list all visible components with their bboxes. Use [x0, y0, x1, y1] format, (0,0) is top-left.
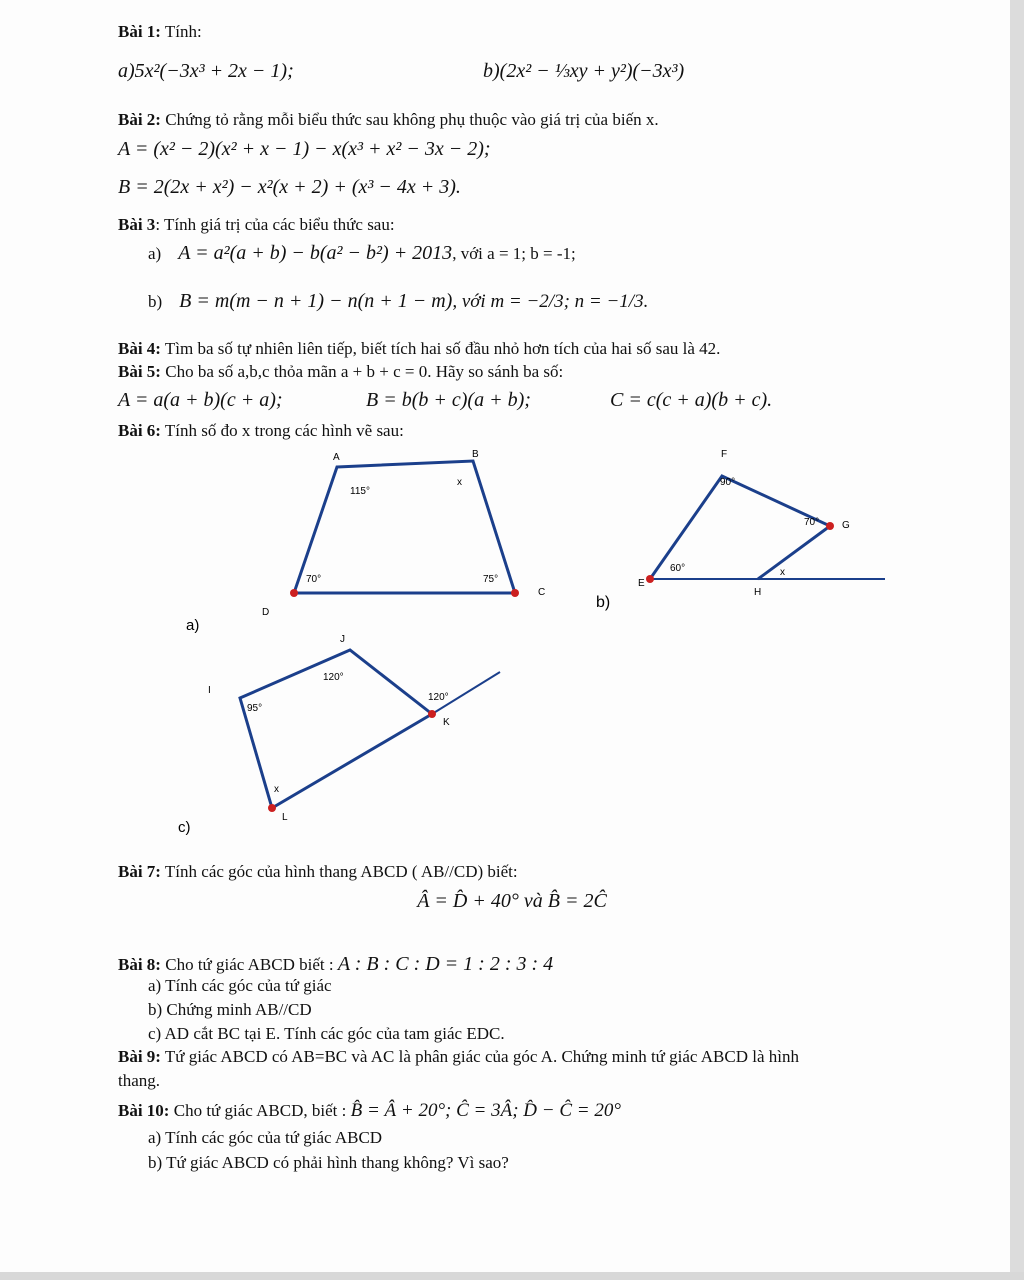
b1-part-b: b)(2x² − ⅓xy + y²)(−3x³) — [483, 60, 685, 82]
angle-e: 60° — [670, 563, 686, 574]
quad-abcd — [294, 461, 515, 593]
label-b: B — [472, 449, 479, 460]
label-f: F — [721, 449, 728, 460]
figure-a — [170, 445, 570, 640]
b4-line — [118, 339, 720, 359]
angle-k: 120° — [428, 692, 449, 703]
b10-formula: B̂ = Â + 20°; Ĉ = 3Â; D̂ − Ĉ = 20° — [350, 1100, 621, 1121]
b7-formula: Â = D̂ + 40° và B̂ = 2Ĉ — [417, 890, 607, 912]
b5-expr-c: C = c(c + a)(b + c). — [610, 389, 773, 411]
b3-heading — [118, 215, 395, 235]
label-c: C — [538, 587, 546, 598]
b3-title: Bài 3 — [118, 215, 156, 234]
b1-text: Tính: — [160, 22, 202, 41]
b3-a-expr: A = a²(a + b) − b(a² − b²) + 2013 — [178, 242, 453, 264]
angle-j: 120° — [323, 672, 344, 683]
angle-l: x — [274, 784, 279, 795]
b8-item-c: c) AD cắt BC tại E. Tính các góc của tam giác EDC. — [148, 1024, 505, 1043]
label-h: H — [754, 587, 762, 598]
point-c — [511, 589, 519, 597]
b3-a-cond: , với a = 1; b = -1; — [452, 244, 576, 263]
point-g — [826, 522, 834, 530]
point-d — [290, 589, 298, 597]
b8-item-a: a) Tính các góc của tứ giác — [148, 976, 332, 995]
angle-d: 70° — [306, 574, 322, 585]
b4-title: Bài 4: — [118, 339, 161, 358]
b8-ratio: A : B : C : D = 1 : 2 : 3 : 4 — [337, 953, 554, 975]
b3-part-a — [148, 242, 576, 265]
label-e: E — [638, 578, 645, 589]
b1-part-a: a)5x²(−3x³ + 2x − 1); — [118, 60, 294, 82]
fig-c-label: c) — [178, 819, 191, 836]
page-edge-right — [1010, 0, 1024, 1280]
b3-part-b — [148, 290, 648, 313]
b5-title: Bài 5: — [118, 362, 161, 381]
b10-title: Bài 10: — [118, 1101, 170, 1120]
b10-text: Cho tứ giác ABCD, biết : — [169, 1101, 351, 1120]
angle-i: 95° — [247, 703, 263, 714]
angle-g: 70° — [804, 517, 820, 528]
figure-b — [590, 445, 900, 615]
b2-text: Chứng tỏ rằng mỗi biểu thức sau không phụ thuộc vào giá trị của biến x. — [160, 110, 659, 129]
point-k — [428, 710, 436, 718]
b7-title: Bài 7: — [118, 862, 161, 881]
b2-heading — [118, 110, 659, 130]
b9-title: Bài 9: — [118, 1047, 161, 1066]
b4-text: Tìm ba số tự nhiên liên tiếp, biết tích hai số đầu nhỏ hơn tích của hai số sau là 42. — [160, 339, 721, 358]
b1-heading — [118, 22, 202, 42]
b2-expr-a: A = (x² − 2)(x² + x − 1) − x(x³ + x² − 3x − 2); — [118, 138, 491, 160]
b3-b-expr: B = m(m − n + 1) − n(n + 1 − m) — [179, 290, 453, 312]
b7-heading — [118, 862, 518, 882]
b8-title: Bài 8: — [118, 955, 161, 974]
b9-line-2: thang. — [118, 1071, 161, 1090]
label-a: A — [333, 452, 340, 463]
point-e — [646, 575, 654, 583]
label-d: D — [262, 607, 270, 618]
figure-c — [170, 630, 510, 840]
angle-c: 75° — [483, 574, 499, 585]
b2-expr-b: B = 2(2x + x²) − x²(x + 2) + (x³ − 4x + 3). — [118, 176, 461, 198]
b2-title: Bài 2: — [118, 110, 161, 129]
b6-title: Bài 6: — [118, 421, 161, 440]
b6-text: Tính số đo x trong các hình vẽ sau: — [160, 421, 404, 440]
b3-a-label: a) — [148, 244, 162, 263]
b10-item-b: b) Tứ giác ABCD có phải hình thang không? Vì sao? — [148, 1153, 509, 1172]
b8-item-b: b) Chứng minh AB//CD — [148, 1000, 312, 1019]
label-l: L — [282, 812, 288, 823]
page-edge-bottom — [0, 1272, 1024, 1280]
angle-b: x — [457, 477, 462, 488]
b3-b-cond: , với m = −2/3; n = −1/3. — [452, 291, 649, 312]
b3-text: : Tính giá trị của các biểu thức sau: — [155, 215, 395, 234]
b1-title: Bài 1: — [118, 22, 161, 41]
b8-text: Cho tứ giác ABCD biết : — [160, 955, 338, 974]
angle-f: 90° — [720, 477, 736, 488]
b9-text: Tứ giác ABCD có AB=BC và AC là phân giác của góc A. Chứng minh tứ giác ABCD là hình — [160, 1047, 799, 1066]
fig-b-label: b) — [596, 594, 611, 611]
label-g: G — [842, 520, 850, 531]
b6-heading — [118, 421, 404, 441]
label-j: J — [340, 634, 345, 645]
label-k: K — [443, 717, 450, 728]
b9-line — [118, 1047, 799, 1067]
b8-heading — [118, 953, 553, 976]
b5-expr-a: A = a(a + b)(c + a); — [118, 389, 283, 411]
fig-a-label: a) — [186, 617, 200, 634]
b3-b-label: b) — [148, 292, 163, 311]
b5-heading — [118, 362, 563, 382]
angle-a: 115° — [350, 486, 370, 497]
b10-heading — [118, 1100, 621, 1122]
point-l — [268, 804, 276, 812]
label-i: I — [208, 685, 211, 696]
angle-h: x — [780, 567, 785, 578]
b5-expr-b: B = b(b + c)(a + b); — [366, 389, 531, 411]
b5-text: Cho ba số a,b,c thỏa mãn a + b + c = 0. Hãy so sánh ba số: — [160, 362, 564, 381]
b10-item-a: a) Tính các góc của tứ giác ABCD — [148, 1128, 383, 1147]
b7-text: Tính các góc của hình thang ABCD ( AB//CD) biết: — [160, 862, 518, 881]
